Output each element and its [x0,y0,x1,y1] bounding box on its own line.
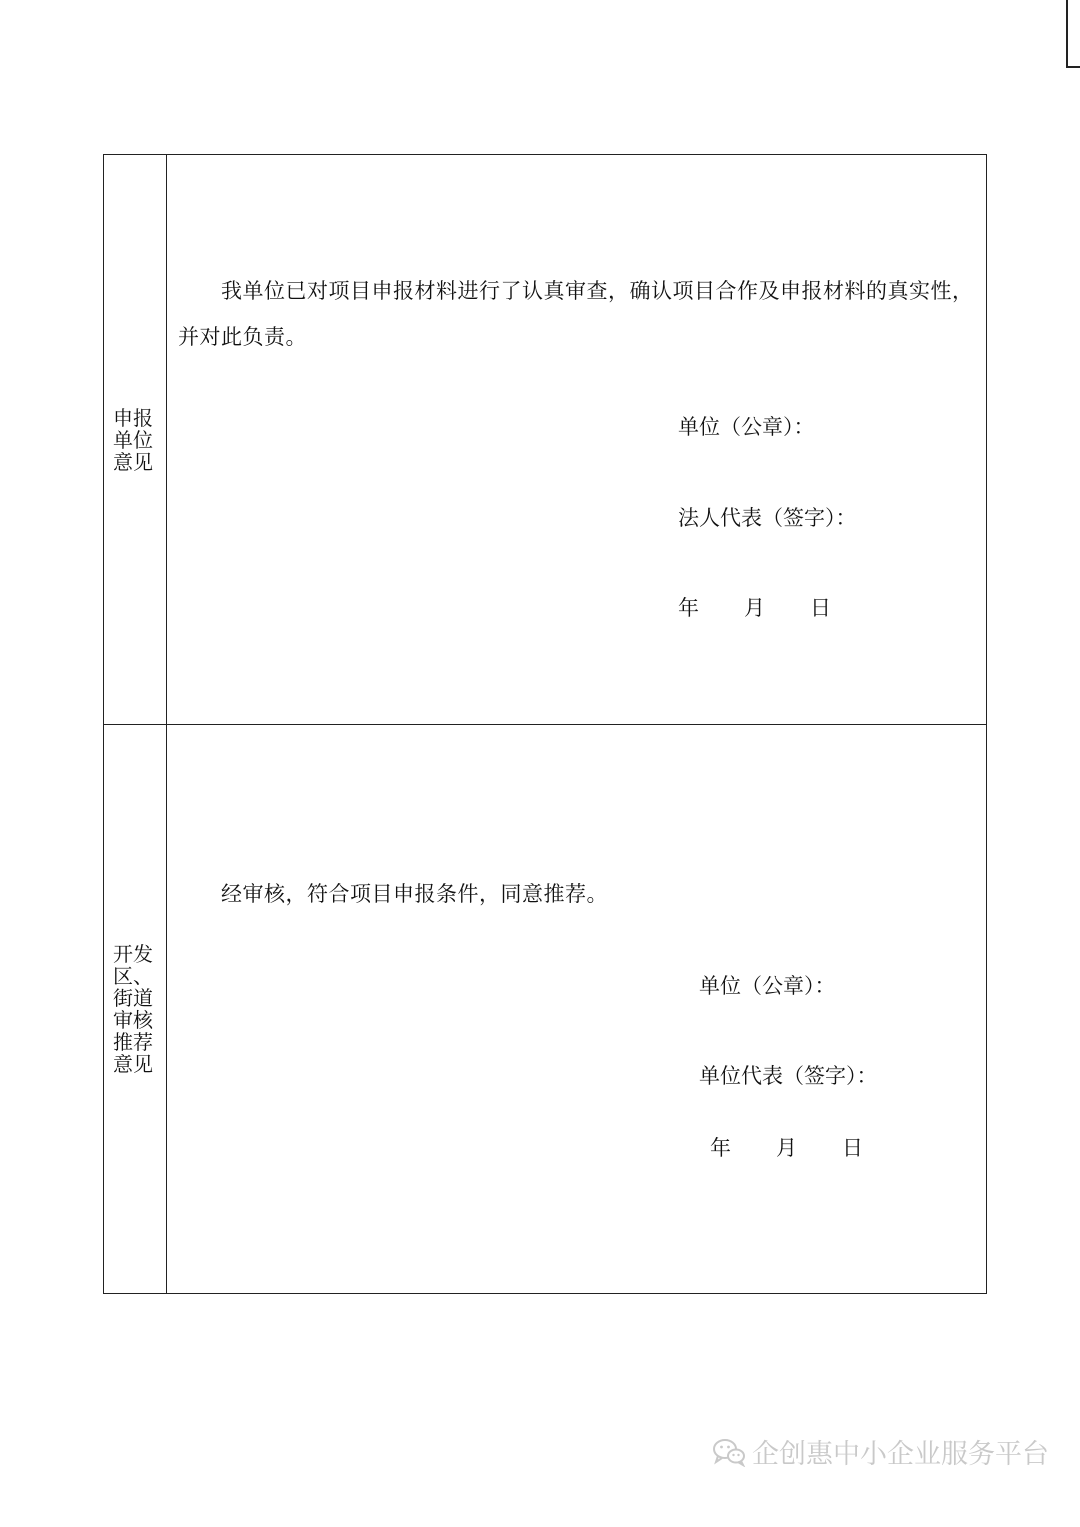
approval-form-table [103,154,987,1294]
applicant-opinion-label-cell [104,155,166,724]
row-divider [104,724,986,725]
district-statement: 经审核，符合项目申报条件，同意推荐。 [221,882,608,906]
page-corner-mark [1066,0,1080,68]
unit-representative-signature-label: 单位代表（签字）： [699,1064,878,1088]
applicant-date-day: 日 [810,596,831,620]
district-date-month: 月 [776,1136,797,1160]
watermark-text: 企创惠中小企业服务平台 [752,1439,1049,1470]
applicant-date-year: 年 [678,596,699,620]
applicant-statement-line2: 并对此负责。 [178,325,307,349]
legal-representative-signature-label: 法人代表（签字）： [678,506,857,530]
wechat-icon [712,1437,746,1467]
applicant-date-month: 月 [744,596,765,620]
district-opinion-label: 开发区、街道审核推荐意见 [113,941,153,1076]
district-opinion-label-cell [104,724,166,1293]
district-date-day: 日 [842,1136,863,1160]
watermark [712,1432,1049,1471]
applicant-statement-line1: 我单位已对项目申报材料进行了认真审查，确认项目合作及申报材料的真实性， [221,279,974,303]
applicant-opinion-label: 申报单位意见 [113,405,153,474]
district-seal-label: 单位（公章）： [699,974,836,998]
applicant-seal-label: 单位（公章）： [678,415,815,439]
district-date-year: 年 [710,1136,731,1160]
